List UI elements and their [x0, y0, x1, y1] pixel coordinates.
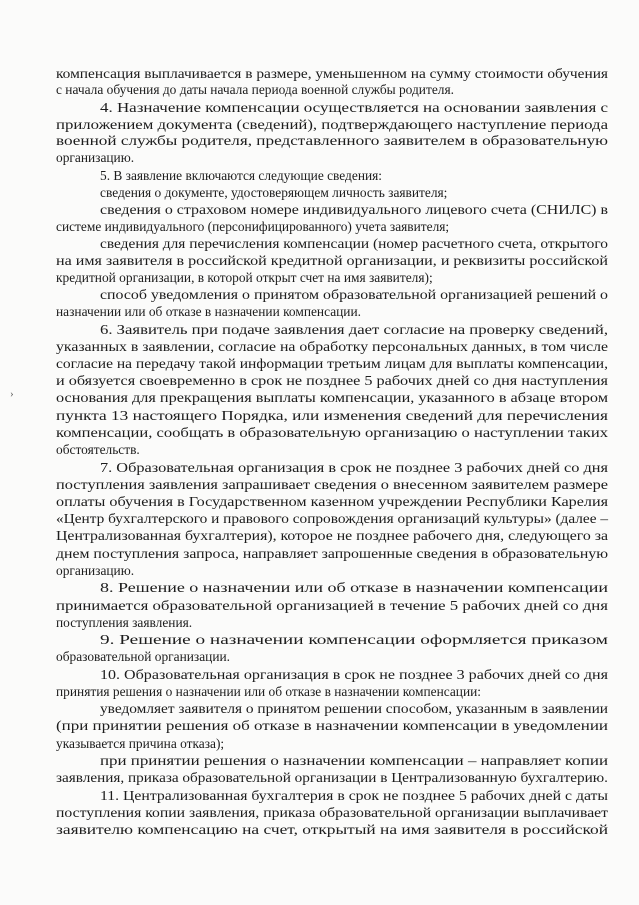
text-line: указывается причина отказа); [56, 736, 225, 751]
text-line: принимается образовательной организацией в течение 5 рабочих дней со дня [56, 598, 608, 613]
text-line: образовательной организации. [56, 649, 230, 664]
text-line: 11. Централизованная бухгалтерия в срок не позднее 5 рабочих дней с даты [100, 788, 608, 803]
text-line: системе индивидуального (персонифицированного) учета заявителя; [56, 219, 450, 234]
text-line: и обязуется своевременно в срок не позднее 5 рабочих дней со дня наступления [56, 373, 608, 388]
text-line: сведения о страховом номере индивидуального лицевого счета (СНИЛС) в [100, 202, 608, 217]
text-line: компенсация выплачивается в размере, уменьшенном на сумму стоимости обучения [56, 66, 608, 81]
text-line: принятия решения о назначении или об отказе в назначении компенсации: [56, 684, 482, 699]
text-line: организацию. [56, 150, 135, 165]
text-line: кредитной организации, в которой открыт счет на имя заявителя); [56, 270, 433, 285]
text-line: 4. Назначение компенсации осуществляется на основании заявления с [100, 100, 608, 115]
text-line: сведения для перечисления компенсации (номер расчетного счета, открытого [100, 236, 608, 251]
margin-mark: › [10, 388, 14, 400]
text-line: указанных в заявлении, согласие на обработку персональных данных, в том числе [56, 339, 608, 354]
text-line: 6. Заявитель при подаче заявления дает согласие на проверку сведений, [100, 322, 608, 337]
text-line: поступления заявления. [56, 615, 193, 630]
text-line: организацию. [56, 563, 135, 578]
text-line: днем поступления запроса, направляет запрошенные сведения в образовательную [56, 546, 608, 561]
text-line: оплаты обучения в Государственном казенном учреждении Республики Карелия [56, 494, 608, 509]
text-line: Централизованная бухгалтерия), которое не позднее рабочего дня, следующего за [56, 528, 608, 543]
text-line: (при принятии решения об отказе в назначении компенсации в уведомлении [56, 718, 608, 733]
text-line: основания для прекращения выплаты компенсации, указанного в абзаце втором [56, 390, 608, 405]
text-line: поступления заявления запрашивает сведения о внесенном заявителем размере [56, 477, 608, 492]
text-line: компенсации, сообщать в образовательную организацию о наступлении таких [56, 425, 608, 440]
text-line: 5. В заявление включаются следующие сведения: [100, 168, 383, 183]
text-line: заявителю компенсацию на счет, открытый на имя заявителя в российской [56, 822, 608, 837]
text-line: приложением документа (сведений), подтверждающего наступление периода [56, 117, 608, 132]
text-line: способ уведомления о принятом образовательной организацией решений о [100, 287, 608, 302]
text-line: обстоятельств. [56, 442, 140, 457]
text-line: с начала обучения до даты начала периода военной службы родителя. [56, 82, 454, 97]
text-line: поступления копии заявления, приказа образовательной организации выплачивает [56, 805, 608, 820]
text-line: 9. Решение о назначении компенсации оформляется приказом [100, 632, 608, 647]
text-line: уведомляет заявителя о принятом решении способом, указанным в заявлении [100, 701, 608, 716]
text-line: «Центр бухгалтерского и правового сопровождения организаций культуры» (далее – [56, 511, 608, 526]
text-line: сведения о документе, удостоверяющем личность заявителя; [100, 185, 448, 200]
text-line: 7. Образовательная организация в срок не позднее 3 рабочих дней со дня [100, 460, 608, 475]
text-line: при принятии решения о назначении компенсации – направляет копии [100, 753, 608, 768]
text-line: военной службы родителя, представленного заявителем в образовательную [56, 133, 608, 148]
text-line: заявления, приказа образовательной организации в Централизованную бухгалтерию. [56, 770, 608, 785]
text-line: на имя заявителя в российской кредитной организации, и реквизиты российской [56, 253, 608, 268]
text-line: назначении или об отказе в назначении компенсации. [56, 304, 361, 319]
text-line: согласие на передачу такой информации третьим лицам для выплаты компенсации, [56, 356, 608, 371]
text-line: 8. Решение о назначении или об отказе в назначении компенсации [100, 580, 608, 595]
text-line: пункта 13 настоящего Порядка, или изменения сведений для перечисления [56, 408, 608, 423]
text-line: 10. Образовательная организация в срок не позднее 3 рабочих дней со дня [100, 667, 608, 682]
